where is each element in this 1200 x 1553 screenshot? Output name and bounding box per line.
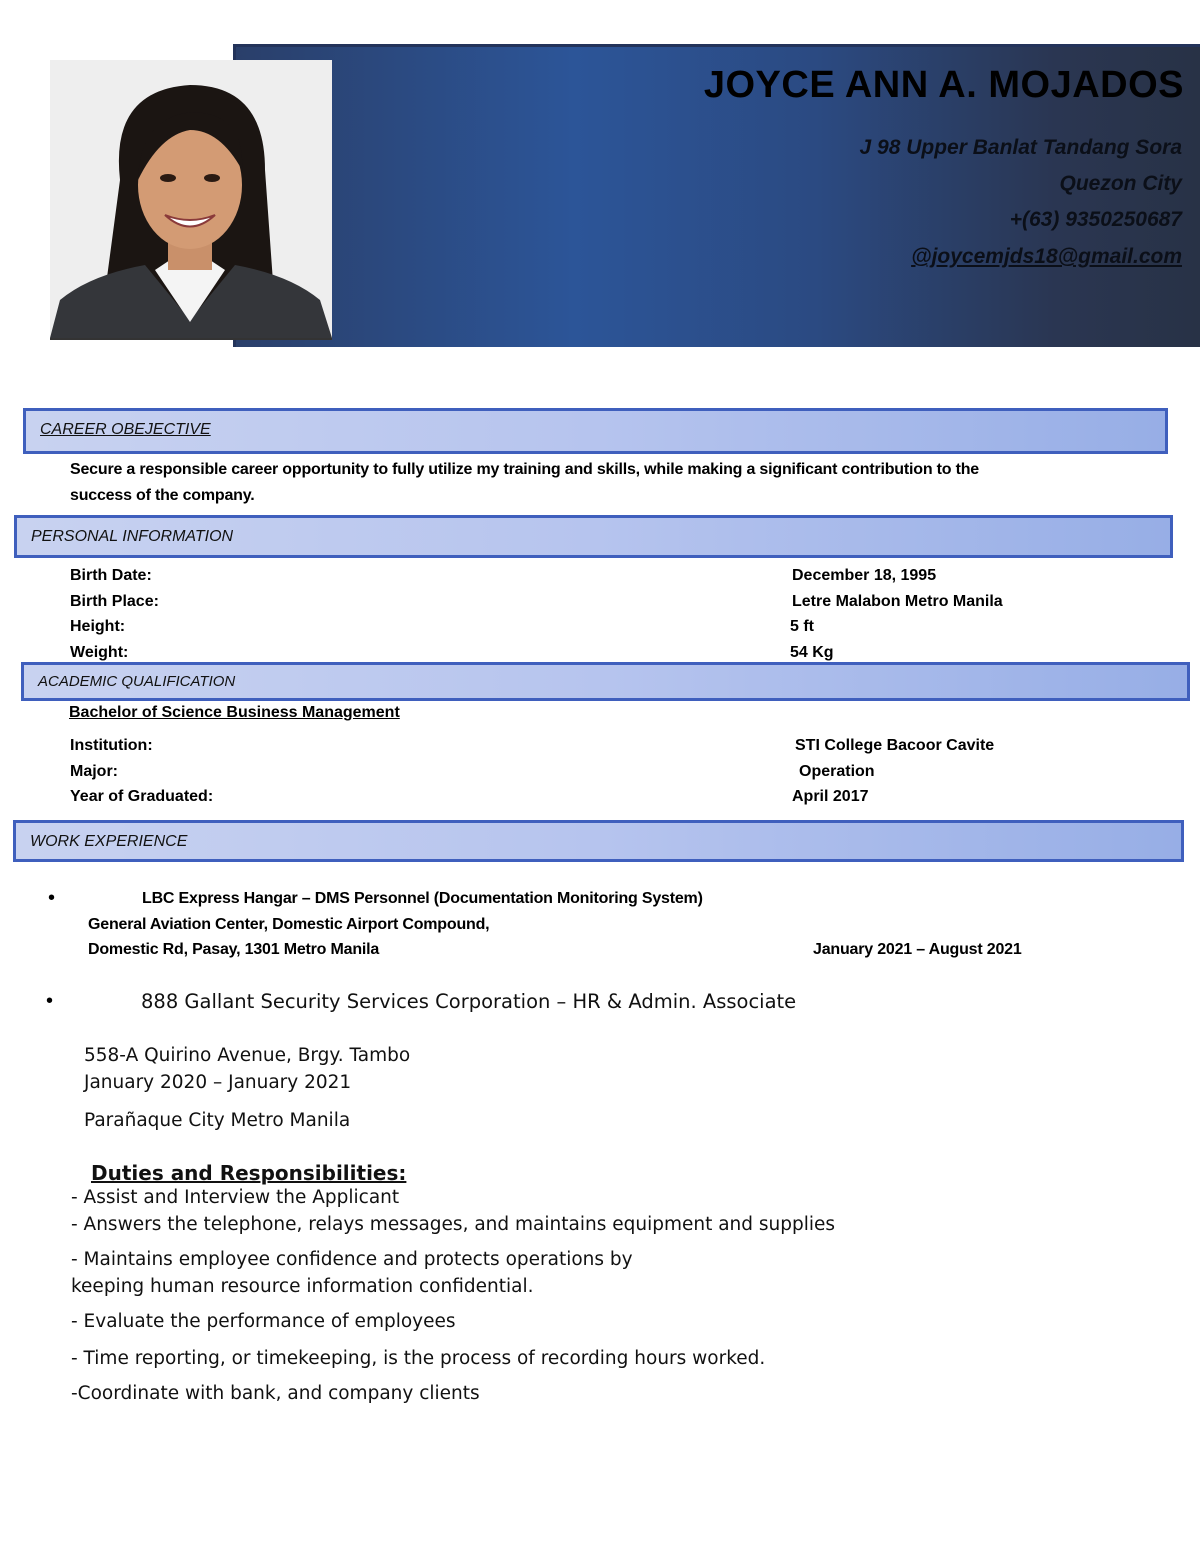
duty-item: - Evaluate the performance of employees [71,1311,456,1332]
duty-item: - Maintains employee confidence and protects operations by [71,1249,633,1270]
institution-value: STI College Bacoor Cavite [795,737,995,754]
job-2-address-2: Parañaque City Metro Manila [84,1110,351,1131]
major-label: Major: [70,763,118,780]
academic-qualification-title: ACADEMIC QUALIFICATION [38,673,236,690]
height-value: 5 ft [790,618,814,635]
personal-information-title: PERSONAL INFORMATION [31,528,234,545]
career-objective-line-2: success of the company. [70,487,255,504]
email-link[interactable]: @joycemjds18@gmail.com [911,245,1182,268]
birth-date-value: December 18, 1995 [792,567,937,584]
year-graduated-value: April 2017 [792,788,869,805]
job-1-title: LBC Express Hangar – DMS Personnel (Documentation Monitoring System) [142,890,703,907]
portrait-image [50,60,332,338]
major-value: Operation [799,763,875,780]
career-objective-line-1: Secure a responsible career opportunity to fully utilize my training and skills, while making a significant contribution to the [70,461,979,478]
phone-number: +(63) 9350250687 [1009,208,1182,231]
job-2-address-1: 558-A Quirino Avenue, Brgy. Tambo [84,1045,411,1066]
profile-photo [50,60,332,340]
height-label: Height: [70,618,126,635]
personal-information-bar [14,515,1173,558]
weight-label: Weight: [70,644,129,661]
weight-value: 54 Kg [790,644,834,661]
work-experience-bar [13,820,1184,862]
duty-item: - Answers the telephone, relays messages, and maintains equipment and supplies [71,1214,836,1235]
academic-qualification-bar [21,662,1190,701]
job-2-title: 888 Gallant Security Services Corporation – HR & Admin. Associate [141,990,797,1013]
career-objective-bar [23,408,1168,454]
year-graduated-label: Year of Graduated: [70,788,214,805]
birth-date-label: Birth Date: [70,567,152,584]
duty-item-continued: keeping human resource information confidential. [71,1276,534,1297]
career-objective-title: CAREER OBEJECTIVE [40,421,211,438]
duty-item: -Coordinate with bank, and company clients [71,1383,480,1404]
job-1-dates: January 2021 – August 2021 [813,941,1022,958]
duty-item: - Time reporting, or timekeeping, is the process of recording hours worked. [71,1348,766,1369]
birth-place-label: Birth Place: [70,593,159,610]
duty-item: - Assist and Interview the Applicant [71,1187,400,1208]
address-line-2: Quezon City [1059,172,1182,195]
job-2-bullet: • [46,990,54,1012]
job-1-address-1: General Aviation Center, Domestic Airport Compound, [88,916,490,933]
candidate-name: JOYCE ANN A. MOJADOS [703,64,1184,106]
duties-title: Duties and Responsibilities: [91,1161,407,1185]
job-2-dates: January 2020 – January 2021 [84,1072,352,1093]
degree-title: Bachelor of Science Business Management [69,704,400,721]
birth-place-value: Letre Malabon Metro Manila [792,593,1003,610]
job-1-bullet: • [48,887,56,909]
job-1-address-2: Domestic Rd, Pasay, 1301 Metro Manila [88,941,380,958]
institution-label: Institution: [70,737,153,754]
address-line-1: J 98 Upper Banlat Tandang Sora [859,136,1182,159]
work-experience-title: WORK EXPERIENCE [30,833,188,850]
